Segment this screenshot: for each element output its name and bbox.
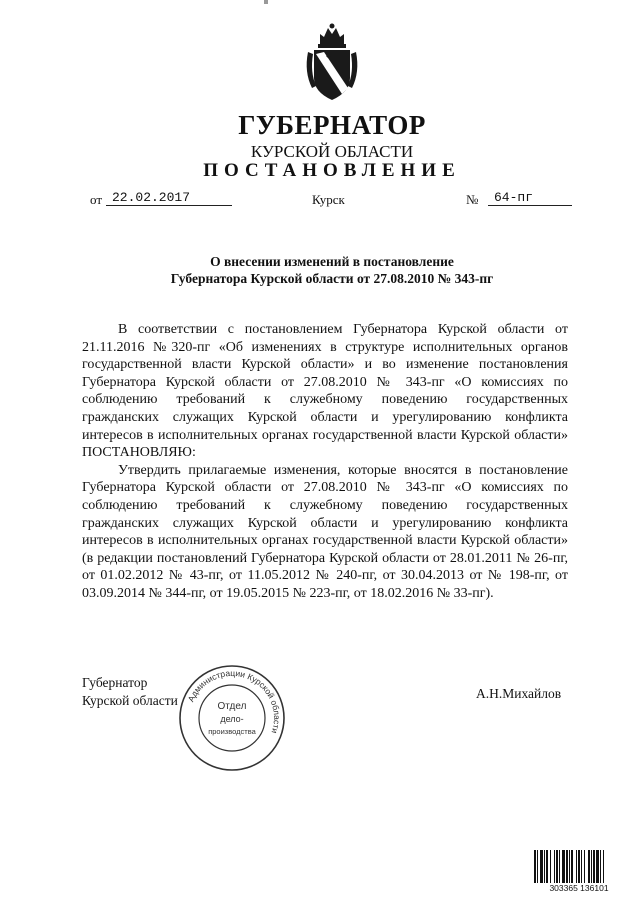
date-underline [106, 205, 232, 206]
scan-mark [264, 0, 268, 4]
official-stamp [176, 662, 288, 774]
document-number: 64-пг [494, 190, 534, 205]
stamp-center-line-1: Отдел [217, 701, 247, 712]
stamp-center-line-3: производства [208, 727, 256, 736]
stamp-center-line-2: дело- [220, 714, 244, 724]
signature-title-line-2: Курской области [82, 693, 178, 708]
signatory-name: А.Н.Михайлов [476, 686, 562, 701]
coat-of-arms-emblem [302, 22, 362, 104]
document-city: Курск [312, 192, 345, 207]
signature-title-line-1: Губернатор [82, 675, 148, 690]
subject-line-2: Губернатора Курской области от 27.08.2010 № 343-пг [170, 271, 494, 286]
document-type: ПОСТАНОВЛЕНИЕ [203, 160, 461, 181]
body-paragraph-1: В соответствии с постановлением Губернатора Курской области от 21.11.2016 №320-пг «Об изменениях в структуре исполнительных органов государственной власти Курской области» и во изменение постановления Губернатора Курской области от 27.08.2010 № 343-пг «О комиссиях по соблюдению требований к служебному поведению государственных гражданских служащих Курской области и урегулированию конфликта интересов в исполнительных органах государственной власти Курской области» ПОСТАНОВЛЯЮ: [82, 322, 568, 461]
page-title: ГУБЕРНАТОР [238, 110, 426, 140]
subject-line-1: О внесении изменений в постановление [210, 254, 454, 269]
stamp-ring-text: Администрации Курской области [185, 667, 283, 735]
region-subtitle: КУРСКОЙ ОБЛАСТИ [250, 142, 414, 161]
date-prefix: от [90, 192, 103, 207]
document-date: 22.02.2017 [112, 190, 191, 205]
barcode-number: 303365 136101 [533, 883, 625, 893]
number-prefix: № [466, 192, 479, 207]
body-paragraph-2: Утвердить прилагаемые изменения, которые вносятся в постановление Губернатора Курской области от 27.08.2010 № 343-пг «О комиссиях по соблюдению требований к служебному поведению государственных гражданских служащих Курской области и урегулированию конфликта интересов в исполнительных органах государственной власти Курской области» (в редакции постановлений Губернатора Курской области от 28.01.2011 № 26-пг, от 01.02.2012 № 43-пг, от 11.05.2012 № 240-пг, от 30.04.2013 от № 198-пг, от 03.09.2014 № 344-пг, от 19.05.2015 № 223-пг, от 18.02.2016 № 33-пг). [82, 462, 568, 601]
number-underline [488, 205, 572, 206]
document-body [82, 321, 568, 603]
